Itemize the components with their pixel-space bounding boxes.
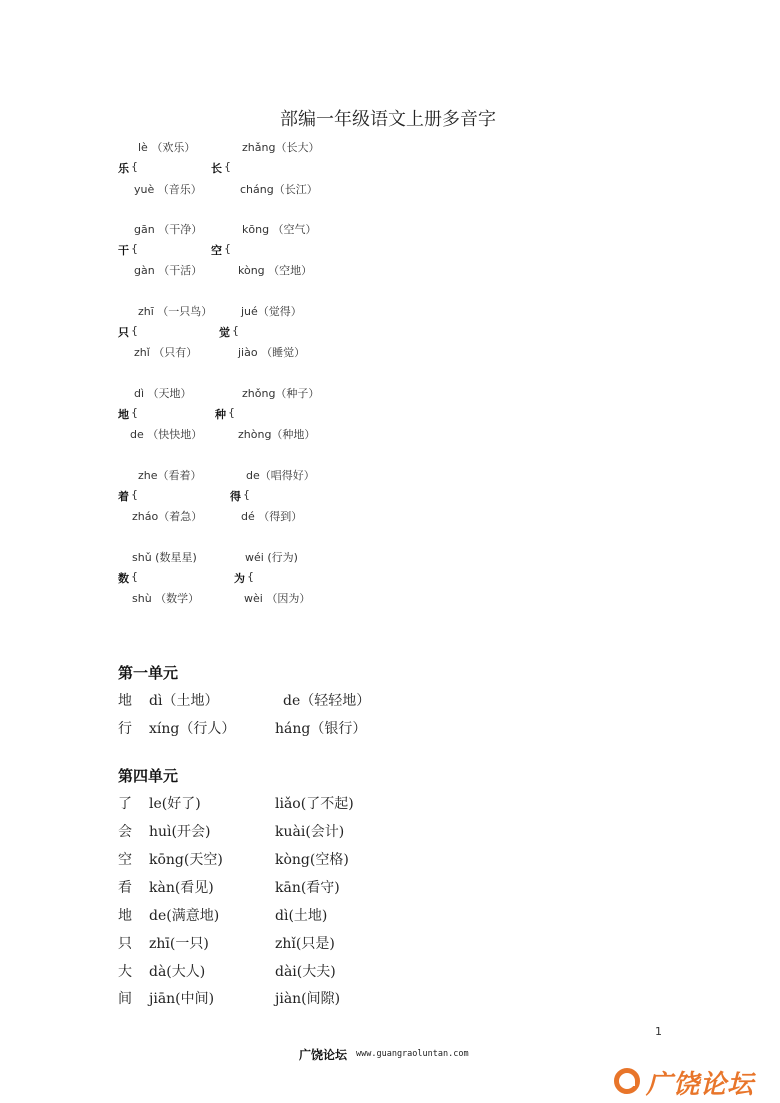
- pinyin-entry: dé （得到）: [241, 510, 303, 523]
- unit-row-reading: kōng(天空): [149, 852, 223, 868]
- brace-mark: {: [224, 242, 231, 255]
- brace-mark: {: [228, 406, 235, 419]
- unit-row-reading: jiān(中间): [149, 991, 215, 1007]
- unit-row-reading: kān(看守): [275, 880, 340, 896]
- polyphone-char: 空: [211, 244, 222, 257]
- pinyin-entry: de（唱得好）: [246, 469, 315, 482]
- brace-mark: {: [131, 242, 138, 255]
- footer-site-name: 广饶论坛: [299, 1048, 348, 1062]
- polyphone-char: 地: [118, 408, 129, 421]
- page-number: 1: [655, 1025, 662, 1038]
- pinyin-entry: dì （天地）: [134, 387, 192, 400]
- polyphone-char: 种: [215, 408, 226, 421]
- unit-row-reading: kàn(看见): [149, 880, 214, 896]
- polyphone-char: 只: [118, 326, 129, 339]
- pinyin-entry: shǔ (数星星): [132, 551, 197, 564]
- brace-mark: {: [131, 488, 138, 501]
- unit-row-char: 会: [118, 824, 132, 840]
- brace-mark: {: [247, 570, 254, 583]
- polyphone-char: 着: [118, 490, 129, 503]
- pinyin-entry: cháng（长江）: [240, 183, 318, 196]
- polyphone-char: 为: [234, 572, 245, 585]
- pinyin-entry: gān （干净）: [134, 223, 203, 236]
- unit-row-reading: zhī(一只): [149, 936, 209, 952]
- unit-row-reading: de(满意地): [149, 908, 220, 924]
- brace-mark: {: [131, 324, 138, 337]
- unit-row-reading: dì(土地): [275, 908, 328, 924]
- unit-row-char: 大: [118, 964, 132, 980]
- polyphone-char: 乐: [118, 162, 129, 175]
- polyphone-char: 觉: [219, 326, 230, 339]
- unit-row-char: 了: [118, 796, 132, 812]
- pinyin-entry: kōng （空气）: [242, 223, 317, 236]
- brace-mark: {: [131, 570, 138, 583]
- logo-text: 广饶论坛: [646, 1070, 755, 1100]
- brace-mark: {: [232, 324, 239, 337]
- pinyin-entry: zhǐ （只有）: [134, 346, 198, 359]
- unit-row-reading: jiàn(间隙): [275, 991, 341, 1007]
- unit-row-char: 地: [118, 908, 132, 924]
- pinyin-entry: zhe（看着）: [138, 469, 202, 482]
- unit-row-char: 地: [118, 693, 132, 709]
- pinyin-entry: zhòng（种地）: [238, 428, 316, 441]
- unit-row-char: 只: [118, 936, 132, 952]
- footer-url: www.guangraoluntan.com: [356, 1049, 469, 1059]
- brace-mark: {: [131, 406, 138, 419]
- page-title: 部编一年级语文上册多音字: [280, 109, 496, 130]
- unit-row-reading: de（轻轻地）: [283, 693, 371, 709]
- pinyin-entry: kòng （空地）: [238, 264, 313, 277]
- unit-row-reading: dài(大夫): [275, 964, 336, 980]
- pinyin-entry: jué（觉得）: [241, 305, 302, 318]
- pinyin-entry: zháo（着急）: [132, 510, 203, 523]
- unit-row-reading: xíng（行人）: [149, 721, 236, 737]
- unit-row-char: 行: [118, 721, 132, 737]
- pinyin-entry: yuè （音乐）: [134, 183, 202, 196]
- brace-mark: {: [131, 160, 138, 173]
- pinyin-entry: gàn （干活）: [134, 264, 203, 277]
- brace-mark: {: [243, 488, 250, 501]
- unit-row-reading: háng（银行）: [275, 721, 367, 737]
- pinyin-entry: zhǎng（长大）: [242, 141, 320, 154]
- polyphone-char: 得: [230, 490, 241, 503]
- pinyin-entry: wèi （因为）: [244, 592, 311, 605]
- unit-row-reading: le(好了): [149, 796, 201, 812]
- unit-row-char: 看: [118, 880, 132, 896]
- unit-row-reading: huì(开会): [149, 824, 211, 840]
- polyphone-char: 数: [118, 572, 129, 585]
- unit-row-reading: dà(大人): [149, 964, 206, 980]
- unit-heading: 第四单元: [118, 767, 179, 785]
- pinyin-entry: shù （数学）: [132, 592, 200, 605]
- pinyin-entry: zhǒng（种子）: [242, 387, 320, 400]
- brace-mark: {: [224, 160, 231, 173]
- pinyin-entry: zhī （一只鸟）: [138, 305, 213, 318]
- unit-row-char: 间: [118, 991, 132, 1007]
- pinyin-entry: de （快快地）: [130, 428, 203, 441]
- logo-mark-icon: [614, 1068, 640, 1094]
- pinyin-entry: wéi (行为): [245, 551, 298, 564]
- unit-row-reading: kuài(会计): [275, 824, 345, 840]
- pinyin-entry: jiào （睡觉）: [238, 346, 306, 359]
- unit-heading: 第一单元: [118, 664, 179, 682]
- pinyin-entry: lè （欢乐）: [138, 141, 196, 154]
- unit-row-reading: zhǐ(只是): [275, 936, 335, 952]
- unit-row-reading: liǎo(了不起): [275, 796, 354, 812]
- unit-row-reading: dì（土地）: [149, 693, 219, 709]
- polyphone-char: 干: [118, 244, 129, 257]
- unit-row-reading: kòng(空格): [275, 852, 349, 868]
- polyphone-char: 长: [211, 162, 222, 175]
- unit-row-char: 空: [118, 852, 132, 868]
